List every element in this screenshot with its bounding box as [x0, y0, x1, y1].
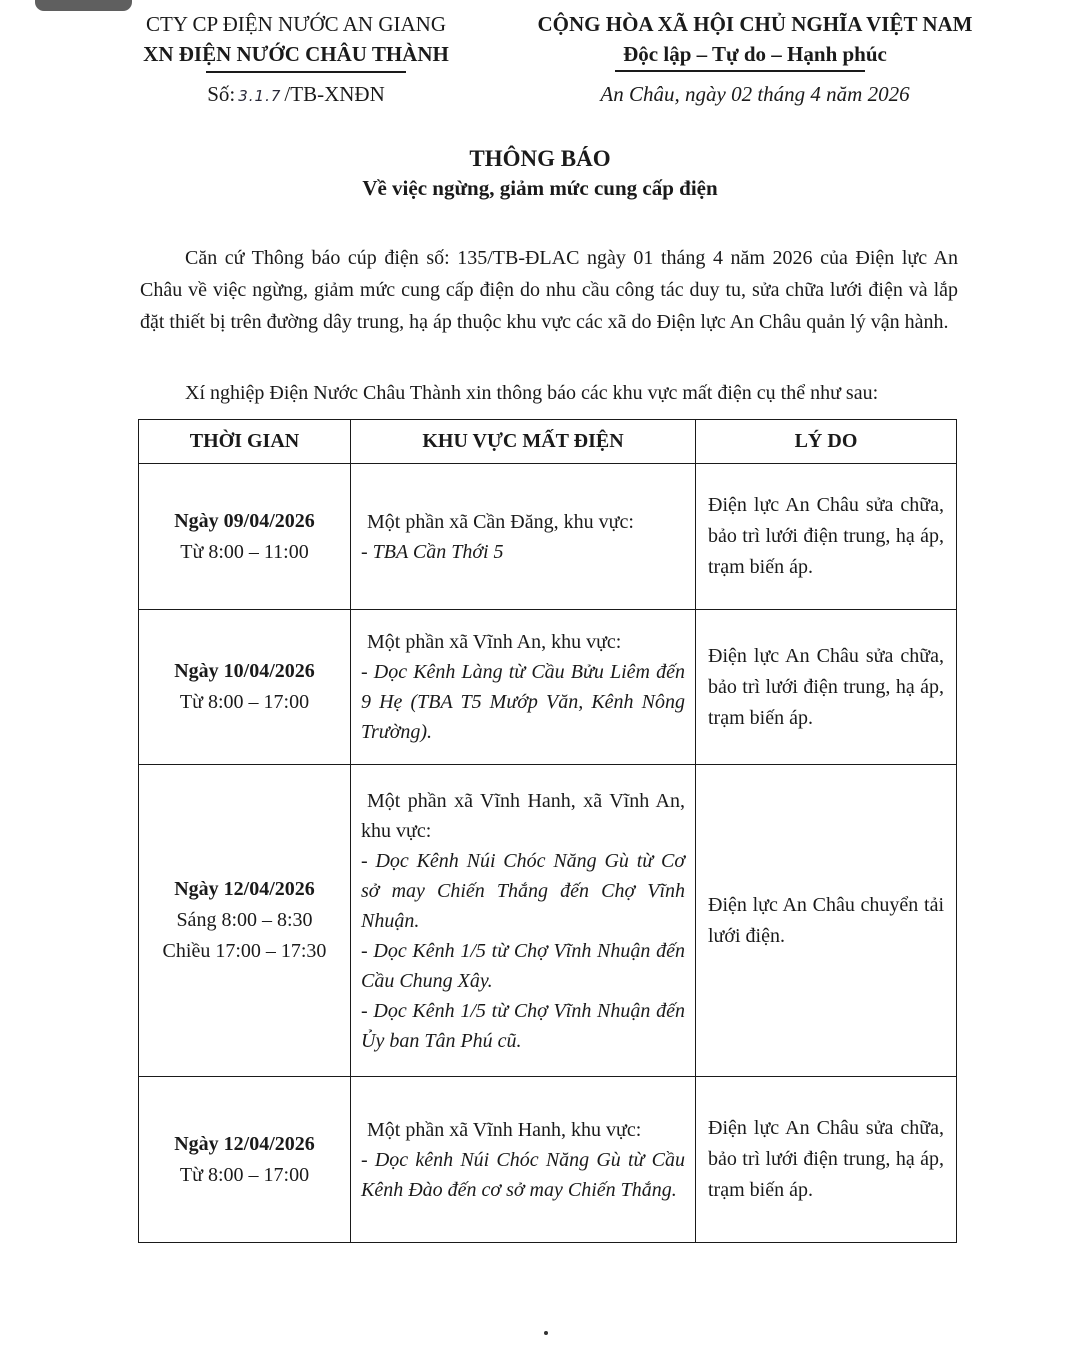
reason-cell: Điện lực An Châu sửa chữa, bảo trì lưới điện trung, hạ áp, trạm biến áp.: [696, 610, 957, 765]
table-row: [139, 464, 957, 610]
outage-time-morning: Sáng 8:00 – 8:30: [176, 909, 313, 931]
time-cell: [139, 610, 351, 765]
date-place-line: An Châu, ngày 02 tháng 4 năm 2026: [600, 82, 910, 106]
time-cell: [139, 464, 351, 610]
table-row: [139, 610, 957, 765]
area-cell: [351, 1077, 696, 1243]
reason-cell: Điện lực An Châu sửa chữa, bảo trì lưới điện trung, hạ áp, trạm biến áp.: [696, 464, 957, 610]
outage-time: Từ 8:00 – 17:00: [179, 691, 310, 713]
area-intro: Một phần xã Vĩnh Hanh, xã Vĩnh An, khu vực:: [361, 789, 685, 842]
outage-date: Ngày 12/04/2026: [174, 1132, 315, 1155]
header-area: KHU VỰC MẤT ĐIỆN: [351, 420, 696, 464]
doc-number-suffix: /TB-XNĐN: [284, 82, 385, 106]
top-corner-tab: [35, 0, 132, 11]
country-name: CỘNG HÒA XÃ HỘI CHỦ NGHĨA VIỆT NAM: [537, 12, 973, 36]
notice-subtitle: Về việc ngừng, giảm mức cung cấp điện: [362, 176, 718, 200]
time-cell: [139, 765, 351, 1077]
scan-speck: [544, 1331, 548, 1335]
notice-title: THÔNG BÁO: [469, 146, 611, 171]
intro-paragraph-text: Xí nghiệp Điện Nước Châu Thành xin thông báo các khu vực mất điện cụ thể như sau:: [185, 382, 879, 404]
area-intro: Một phần xã Vĩnh Hanh, khu vực:: [367, 1118, 642, 1141]
right-header-underline: [615, 70, 865, 72]
unit-name: XN ĐIỆN NƯỚC CHÂU THÀNH: [143, 42, 449, 66]
table-row: [139, 765, 957, 1077]
area-item: - Dọc kênh Núi Chóc Năng Gù từ Cầu Kênh Đào đến cơ sở may Chiến Thắng.: [361, 1148, 685, 1201]
outage-schedule-table: [138, 419, 957, 1243]
area-cell: [351, 765, 696, 1077]
area-intro: Một phần xã Vĩnh An, khu vực:: [367, 631, 622, 653]
area-intro: Một phần xã Cần Đăng, khu vực:: [367, 510, 634, 533]
area-cell: [351, 610, 696, 765]
outage-time-afternoon: Chiều 17:00 – 17:30: [162, 940, 327, 962]
area-item: - Dọc Kênh Núi Chóc Năng Gù từ Cơ sở may Chiến Thắng đến Chợ Vĩnh Nhuận.: [361, 849, 685, 932]
doc-number-prefix: Số:: [207, 82, 236, 106]
left-header-underline: [206, 71, 406, 73]
header-time: THỜI GIAN: [139, 420, 351, 464]
doc-number: [120, 81, 472, 109]
area-item: - Dọc Kênh 1/5 từ Chợ Vĩnh Nhuận đến Cầu Chung Xây.: [361, 939, 685, 992]
header-reason: LÝ DO: [696, 420, 957, 464]
basis-paragraph: [140, 242, 958, 338]
table-row: [139, 1077, 957, 1243]
time-cell: [139, 1077, 351, 1243]
table-header-row: [139, 420, 957, 464]
intro-paragraph: [140, 377, 970, 409]
outage-date: Ngày 10/04/2026: [174, 660, 315, 682]
reason-cell: Điện lực An Châu sửa chữa, bảo trì lưới điện trung, hạ áp, trạm biến áp.: [696, 1077, 957, 1243]
area-item: - Dọc Kênh Làng từ Cầu Bửu Liêm đến 9 Hẹ (TBA T5 Mướp Văn, Kênh Nông Trường).: [361, 661, 685, 743]
area-cell: [351, 464, 696, 610]
area-item: - TBA Cần Thới 5: [361, 540, 504, 563]
outage-time: Từ 8:00 – 17:00: [179, 1163, 310, 1186]
basis-paragraph-text: Căn cứ Thông báo cúp điện số: 135/TB-ĐLAC ngày 01 tháng 4 năm 2026 của Điện lực An Châu về việc ngừng, giảm mức cung cấp điện do nhu cầu công tác duy tu, sửa chữa lưới điện và lắp đặt thiết bị trên đường dây trung, hạ áp thuộc khu vực các xã do Điện lực An Châu quản lý vận hành.: [140, 247, 958, 333]
outage-date: Ngày 12/04/2026: [174, 878, 315, 900]
doc-number-handwritten: 3.1.7: [238, 87, 282, 105]
area-item: - Dọc Kênh 1/5 từ Chợ Vĩnh Nhuận đến Ủy ban Tân Phú cũ.: [361, 999, 685, 1052]
company-name: CTY CP ĐIỆN NƯỚC AN GIANG: [146, 12, 446, 36]
national-motto: Độc lập – Tự do – Hạnh phúc: [623, 42, 887, 66]
outage-date: Ngày 09/04/2026: [174, 509, 315, 532]
outage-time: Từ 8:00 – 11:00: [180, 540, 309, 563]
reason-cell: Điện lực An Châu chuyển tải lưới điện.: [696, 765, 957, 1077]
